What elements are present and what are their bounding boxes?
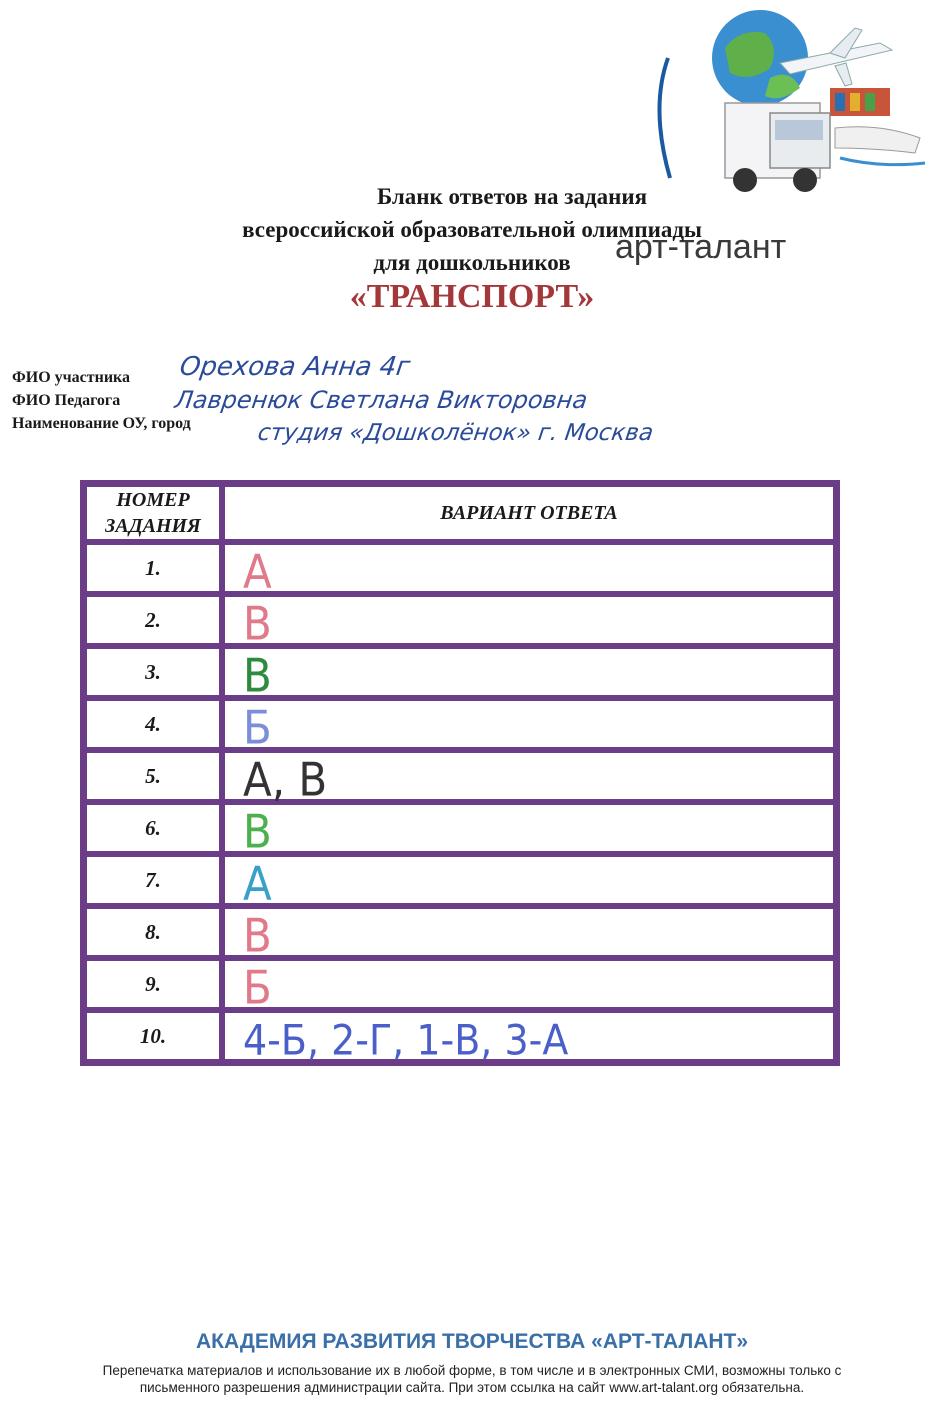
answer-table — [80, 480, 840, 1066]
footer-note — [40, 1362, 904, 1396]
table-row — [84, 594, 836, 646]
answer-text: 4-Б, 2-Г, 1-В, 3-А — [243, 1015, 569, 1065]
footer-note-line-1: Перепечатка материалов и использование их в любой форме, в том числе и в электронных СМИ, возможны только с — [102, 1363, 842, 1378]
answer-cell[interactable] — [222, 802, 836, 859]
participant-value[interactable]: Орехова Анна 4г — [177, 352, 413, 382]
answer-cell[interactable] — [222, 698, 836, 755]
school-value[interactable]: студия «Дошколёнок» г. Москва — [256, 420, 655, 446]
table-row — [84, 698, 836, 750]
task-number: 4. — [84, 698, 222, 750]
answer-text: В — [243, 648, 272, 703]
answer-cell[interactable] — [222, 750, 836, 807]
answer-text: Б — [243, 960, 272, 1015]
table-row — [84, 1010, 836, 1062]
table-row — [84, 854, 836, 906]
page-title — [0, 180, 944, 279]
task-number: 7. — [84, 854, 222, 906]
table-row — [84, 750, 836, 802]
table-row — [84, 802, 836, 854]
task-number: 3. — [84, 646, 222, 698]
task-number: 8. — [84, 906, 222, 958]
answer-cell[interactable] — [222, 906, 836, 963]
answer-text: А, В — [243, 752, 328, 807]
answer-cell[interactable] — [222, 646, 836, 703]
title-line-3: для дошкольников — [373, 250, 571, 275]
answer-text: В — [243, 908, 272, 963]
table-row — [84, 646, 836, 698]
task-number: 1. — [84, 542, 222, 594]
table-header-row — [84, 484, 836, 542]
olympiad-subject: «ТРАНСПОРТ» — [349, 278, 595, 315]
task-number: 5. — [84, 750, 222, 802]
col-header-task-number: НОМЕР ЗАДАНИЯ — [84, 484, 222, 542]
table-row — [84, 958, 836, 1010]
teacher-label: ФИО Педагога — [12, 392, 121, 409]
task-number: 9. — [84, 958, 222, 1010]
footer-note-line-2: письменного разрешения администрации сайта. При этом ссылка на сайт www.art-talant.org обязательна. — [139, 1380, 805, 1395]
answer-text: В — [243, 804, 272, 859]
answer-cell[interactable] — [222, 958, 836, 1015]
answer-text: Б — [243, 700, 272, 755]
answer-text: В — [243, 596, 272, 651]
teacher-value[interactable]: Лавренюк Светлана Викторовна — [173, 386, 590, 414]
transport-logo-icon — [630, 8, 930, 208]
answer-cell[interactable] — [222, 854, 836, 911]
brand-logo-text: арт-талант — [615, 228, 787, 266]
task-number: 2. — [84, 594, 222, 646]
school-label: Наименование ОУ, город — [12, 415, 191, 432]
title-line-2: всероссийской образовательной олимпиады — [242, 217, 702, 242]
participant-label: ФИО участника — [12, 369, 131, 386]
col-header-answer: ВАРИАНТ ОТВЕТА — [222, 484, 836, 542]
answer-cell[interactable] — [222, 594, 836, 651]
footer-title: АКАДЕМИЯ РАЗВИТИЯ ТВОРЧЕСТВА «АРТ-ТАЛАНТ» — [195, 1330, 749, 1353]
answer-text: А — [243, 856, 272, 911]
answer-cell[interactable] — [222, 1010, 836, 1065]
table-row — [84, 542, 836, 594]
table-row — [84, 906, 836, 958]
answer-cell[interactable] — [222, 542, 836, 599]
task-number: 10. — [84, 1010, 222, 1062]
answer-text: А — [243, 544, 272, 599]
task-number: 6. — [84, 802, 222, 854]
title-line-1: Бланк ответов на задания — [376, 184, 648, 209]
